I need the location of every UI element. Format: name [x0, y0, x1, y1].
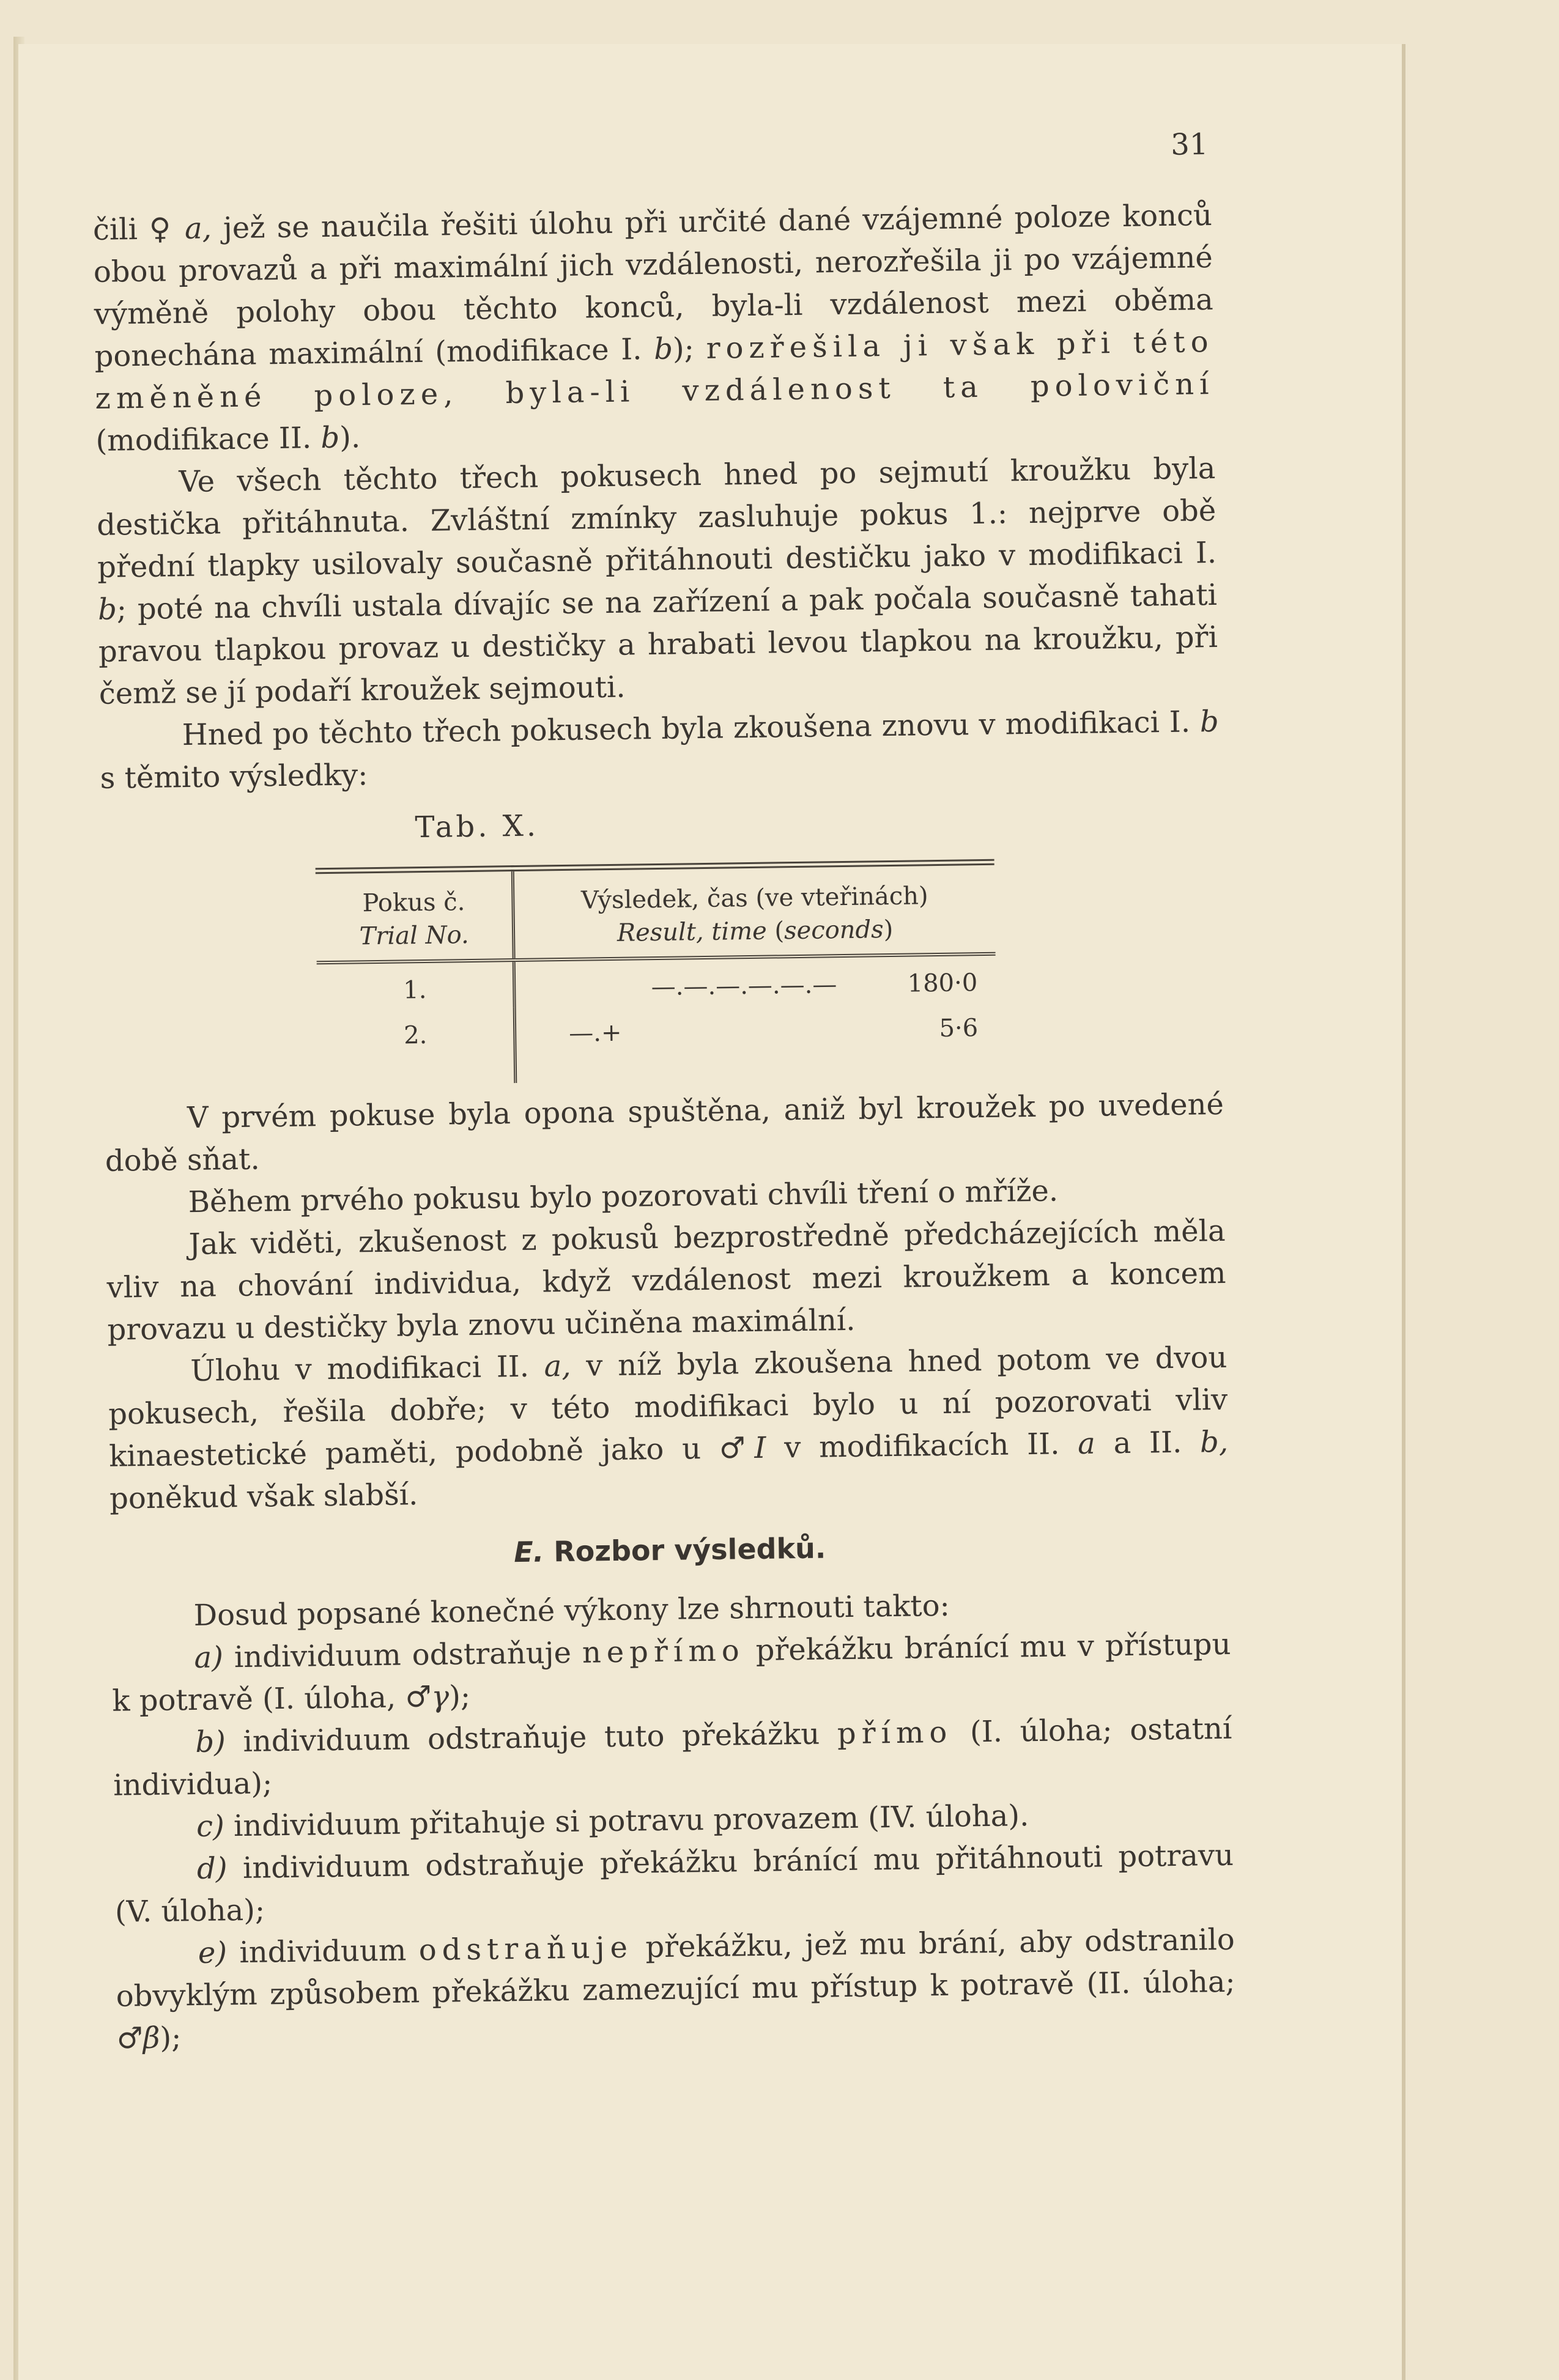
italic-run: a, [544, 1348, 571, 1384]
book-page [18, 44, 1405, 2380]
text-run: překážku bránící mu v přístupu k potravě (I. úloha, ♂ [112, 1627, 1231, 1718]
header-trial-cz: Pokus č. [362, 888, 465, 918]
spaced-emphasis: nepřímo [582, 1633, 746, 1670]
paragraph-8: Dosud popsané konečné výkony lze shrnouti takto: [193, 1588, 950, 1633]
text-run: Hned po těchto třech pokusech byla zkoušena znovu v modifikaci I. [182, 704, 1191, 753]
list-item-e [115, 1919, 1236, 2060]
result-sequence: —.—.—.—.—.— [651, 970, 837, 1002]
italic-run: β [143, 2020, 160, 2056]
italic-run: I [754, 1430, 766, 1465]
italic-run: a, [184, 211, 212, 246]
paragraph-4: V prvém pokuse byla opona spuštěna, aniž byl kroužek po uvedené době sňat. [105, 1087, 1224, 1178]
text-run: jež se naučila řešiti úlohu při určité dané vzájemné poloze konců obou provazů a při maximální jich vzdálenosti, nerozřešila ji po vzájemné výměně polohy obou těchto konců, byla-li vzdálenost mezi oběma ponechána maximální (modifikace I. [93, 198, 1213, 374]
paragraph-3 [99, 701, 1220, 800]
section-heading [110, 1526, 1230, 1574]
paragraph-6: Jak viděti, zkušenost z pokusů bezprostředně předcházejících měla vliv na chování individua, když vzdálenost mezi kroužkem a koncem provazu u destičky byla znovu učiněna maximální. [106, 1213, 1226, 1347]
italic-run: b [1199, 704, 1220, 739]
header-result-en-sep: , [695, 917, 712, 947]
trial-number: 2. [317, 1007, 516, 1085]
text-run: a II. [1095, 1425, 1182, 1461]
text-run: ); [448, 1679, 471, 1714]
header-result-en-paren-close: ) [883, 915, 894, 944]
table-header-row [316, 862, 996, 963]
italic-run: b [320, 420, 340, 456]
text-run: překážku, jež mu brání, aby odstranilo obvyklým způsobem překážku zamezující mu přístup k potravě (II. úloha; ♂ [116, 1922, 1236, 2056]
text-run: (modifikace II. [95, 421, 312, 458]
section-letter: E. [513, 1535, 544, 1569]
result-time: 180·0 [907, 969, 978, 998]
list-item-a [111, 1624, 1232, 1723]
header-result-en-seconds: seconds [783, 915, 884, 945]
header-trial-en: Trial No. [359, 921, 469, 951]
trial-result [514, 954, 996, 1007]
results-table [316, 859, 998, 1085]
result-time: 5·6 [939, 1014, 979, 1043]
result-sequence: —.+ [568, 1018, 622, 1048]
paragraph-1 [93, 194, 1215, 462]
header-result-cz: Výsledek, čas (ve vteřinách) [580, 882, 928, 915]
list-label: e) [198, 1935, 228, 1970]
table-row [317, 954, 996, 1010]
text-run: individuum odstraňuje [223, 1635, 583, 1675]
italic-run: b [97, 592, 117, 627]
text-run: Úlohu v modifikaci II. [190, 1349, 530, 1389]
header-result-en-paren: ( [766, 917, 785, 945]
text-run: ). [339, 420, 361, 455]
spaced-emphasis: rozřešila ji však při této změněné poloze, byla-li vzdálenost ta poloviční [95, 325, 1215, 416]
italic-run: b, [1199, 1424, 1229, 1460]
italic-run: b [653, 331, 673, 366]
text-run: čili ♀ [92, 212, 174, 247]
text-run: Ve všech těchto třech pokusech hned po sejmutí kroužku byla destička přitáhnuta. Zvláštní zmínky zasluhuje pokus 1.: nejprve obě přední tlapky usilovaly současně přitáhnouti destičku jako v modifikaci I. [96, 451, 1217, 585]
text-run: ); [672, 331, 706, 366]
paragraph-7 [108, 1337, 1229, 1520]
list-item-d [114, 1835, 1235, 1934]
spaced-emphasis: přímo [837, 1715, 953, 1751]
list-label: d) [196, 1851, 228, 1886]
text-run: individuum přitahuje si potravu provazem (IV. úloha). [224, 1798, 1029, 1844]
text-run: ); [160, 2020, 182, 2055]
text-run: individuum [226, 1933, 420, 1970]
spaced-emphasis: odstraňuje [418, 1930, 634, 1968]
text-run: (I. úloha; ostatní individua); [113, 1711, 1232, 1803]
paragraph-2 [96, 448, 1218, 715]
header-trial [316, 868, 514, 963]
text-run: s těmito výsledky: [100, 758, 368, 796]
page-content [91, 29, 1236, 2056]
italic-run: a [1077, 1426, 1096, 1462]
header-result-en-time: time [711, 917, 768, 946]
text-run: individuum odstraňuje překážku bránící mu přitáhnouti potravu (V. úloha); [114, 1838, 1234, 1929]
header-result [513, 862, 995, 960]
list-item-b [113, 1708, 1233, 1807]
trial-number: 1. [317, 960, 514, 1010]
text-run: ; poté na chvíli ustala dívajíc se na zařízení a pak počala současně tahati pravou tlapkou provaz u destičky a hrabati levou tlapkou na kroužku, při čemž se jí podaří kroužek sejmouti. [98, 577, 1218, 711]
text-run: v modifikacích II. [766, 1427, 1060, 1465]
table-row [317, 1001, 998, 1086]
text-run: individuum odstraňuje tuto překážku [225, 1717, 838, 1759]
text-run: v níž byla zkoušena hned potom ve dvou pokusech, řešila dobře; v této modifikaci bylo u ní pozorovati vliv kinaestetické paměti, podobně jako u ♂ [108, 1340, 1228, 1474]
list-label: c) [196, 1809, 225, 1844]
page-number: 31 [1170, 127, 1209, 162]
paragraph-5: Během prvého pokusu bylo pozorovati chvíli tření o mříže. [188, 1173, 1059, 1220]
body-text [93, 194, 1236, 2060]
text-run: poněkud však slabší. [109, 1477, 418, 1516]
list-label: a) [194, 1640, 224, 1676]
list-label: b) [194, 1724, 226, 1759]
header-result-en: Result [617, 918, 697, 947]
trial-result [514, 1001, 997, 1083]
table-title: Tab. X. [415, 808, 539, 845]
section-title: Rozbor výsledků. [553, 1531, 826, 1569]
italic-run: γ [431, 1679, 450, 1714]
